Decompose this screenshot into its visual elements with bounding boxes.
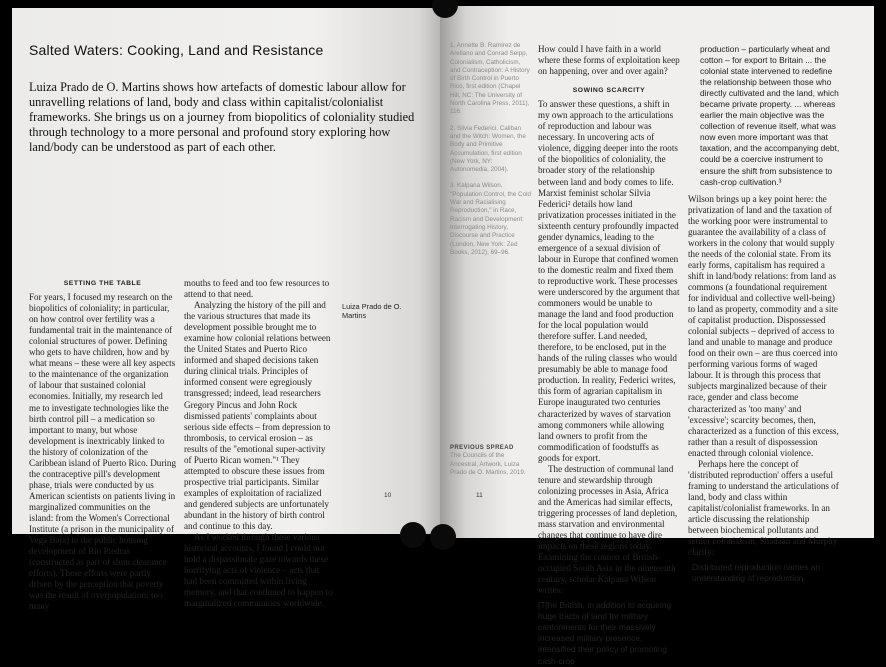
column-3: [538, 44, 680, 667]
body-paragraph: Wilson brings up a key point here: the privatization of land and the taxation of the working poor were instrumental to guarantee the availability of a class of workers in the colony that would supply the needs of the colonial state. From its early forms, capitalism has required a shift in land/body relations: from land as commons (a foundational requirement for individual and collective well-being) to land as property, commodity and a site of capitalist production. Dispossessed colonial subjects – deprived of access to land and unable to manage and produce food on their own – are thus coerced into performing various forms of waged labour. It is through this process that subjects marginalized because of their race, gender and class become characterized as 'too many' and 'excessive'; scarcity becomes, then, characterized as a function of this excess, rather than a result of dispossession enacted through colonial violence.: [688, 193, 839, 458]
caption-heading: PREVIOUS SPREAD: [450, 445, 514, 451]
article-title: Salted Waters: Cooking, Land and Resistance: [29, 42, 324, 58]
page-number-right: 11: [476, 492, 483, 499]
body-paragraph: As I worked through these various historical accounts, I found I could not hold a dispassionate gaze towards these horrifying acts of violence – acts that had been committed within living memory, and that continued to happen to marginalized communities worldwide.: [184, 532, 333, 609]
author-name: Luiza Prado de O. Martins: [342, 302, 402, 320]
body-paragraph: Perhaps here the concept of 'distributed reproduction' offers a useful framing to understand the articulations of land, body and class within capitalist/colonialist frameworks. In an article discussing the relationship between biochemical pollutants and settler colonialism, Shadaan and Murphy clarify:: [688, 458, 839, 558]
body-paragraph: mouths to feed and too few resources to attend to that need.: [184, 278, 330, 300]
footnotes: [450, 42, 532, 265]
section-heading-setting-the-table: SETTING THE TABLE: [63, 280, 142, 287]
column-4: [688, 44, 840, 584]
body-paragraph: For years, I focused my research on the biopolitics of coloniality; in particular, on how control over fertility was a fundamental trait in the maintenance of colonial structures of power. Defining who gets to have children, how and by what means – these were all key aspects to the maintenance of the organization of labour that sustained colonial economies. Initially, my research led me to investigate technologies like the birth control pill – a medication so important to many, but whose development is inextricably linked to the history of colonization of the Caribbean island of Puerto Rico. During the contraceptive pill's development phase, trials were conducted by us American scientists on patients living in marginalized communities on the island: from the Women's Correctional Institute (a prison in the municipality of Vega Baja) to the public housing development of Río Piedras (constructed as part of slum clearance efforts). These efforts were partly driven by the perception that poverty was the result of overpopulation: too many: [29, 292, 176, 612]
left-page: [12, 8, 440, 612]
right-page: [440, 6, 874, 666]
footnote: 2. Silvia Federici, Caliban and the Witch: Women, the Body and Primitive Accumulation, first edition (New York, NY: Autonomedia, 2004).: [450, 124, 526, 174]
column-1: [29, 278, 176, 612]
binding-hole: [400, 522, 426, 548]
article-intro: Luiza Prado de O. Martins shows how artefacts of domestic labour allow for unravelling relations of land, body and class within capitalist/colonialist frameworks. She brings us on a journey from biopolitics of coloniality studied through technology to a more personal and profound story exploring how land/body can be understood as part of each other.: [29, 80, 415, 154]
footnote: 1. Annette B. Ramírez de Arellano and Conrad Seipp, Colonialism, Catholicism, and Contraception: A History of Birth Control in Puerto Rico, first edition (Chapel Hill, NC: The University of North Carolina Press, 2011), 116.: [450, 42, 530, 116]
body-paragraph: Analyzing the history of the pill and the various structures that made its development possible brought me to examine how colonial relations between the United States and Puerto Rico informed and shaped decisions taken during clinical trials. Principles of informed consent were egregiously transgressed; indeed, lead researchers Gregory Pincus and John Rock dismissed patients' complaints about serious side effects – from depression to thrombosis, to cervical erosion – as results of the "emotional super-activity of Puerto Rican women."¹ They attempted to obscure these issues from prospective trial participants. Similar examples of exploitation of racialized and gendered subjects are unfortunately abundant in the history of birth control and continue to this day.: [184, 300, 331, 532]
body-paragraph: The destruction of communal land tenure and stewardship through colonizing processes in Asia, Africa and the Americas had similar effects, triggering processes of land depletion, mass starvation and environmental changes that continue to have dire impacts on these regions today. Examining the context of British-occupied South Asia in the nineteenth century, scholar Kalpana Wilson writes:: [538, 463, 678, 596]
block-quote: Distributed reproduction names an understanding of reproduction: [692, 562, 821, 584]
page-number-left: 10: [384, 492, 392, 499]
footnote: 3. Kalpana Wilson, "Population Control, the Cold War and Racialising Reproduction," in Race, Racism and Development: Interrogating History, Discourse and Practice (London, New York: Zed Books, 2012), 69–96.: [450, 182, 531, 256]
block-quote: [T]he British, in addition to acquiring huge tracts of land for military cantonments for their massively increased military presence, intensified their policy of promoting cash-crop: [538, 600, 672, 666]
block-quote: production – particularly wheat and cotton – for export to Britain ... the colonial state intervened to redefine the relationship between those who directly cultivated and the land, which became private property. ... whereas earlier the main objective was the collection of revenue itself, what was now even more important was that taxation, and the accompanying debt, could be a coercive instrument to ensure the shift from subsistence to cash-crop cultivation.³: [700, 44, 840, 187]
body-paragraph: To answer these questions, a shift in my own approach to the articulations of reproduction and labour was necessary. In uncovering acts of violence, digging deeper into the roots of the biopolitics of coloniality, the broader story of the relationship between land and body comes to life. Marxist feminist scholar Silvia Federici² details how land privatization processes initiated in the sixteenth century profoundly impacted gender dynamics, leading to the emergence of a sexual division of labour in Europe that confined women to the domestic realm and fixed them to reproductive work. These processes were underscored by the argument that commoners would be unable to manage the land and food production for the local population would therefore suffer. Land needed, therefore, to be enclosed, put in the hands of the ruling classes who would presumably be able to manage food production. In reality, Federici writes, this form of agrarian capitalism in Europe inaugurated two centuries characterized by waves of starvation among commoners while allowing land owners to profit from the commodification of foodstuffs as goods for export.: [538, 99, 680, 463]
image-caption: [450, 444, 532, 477]
body-paragraph: How could I have faith in a world where these forms of exploitation keep on happening, over and over again?: [538, 44, 680, 77]
section-heading-sowing-scarcity: SOWING SCARCITY: [572, 87, 646, 95]
caption-text: The Councils of the Ancestral, Artwork, Luiza Prado de O. Martins, 2019.: [450, 452, 526, 476]
column-2: [184, 278, 334, 609]
binding-hole: [430, 524, 456, 550]
